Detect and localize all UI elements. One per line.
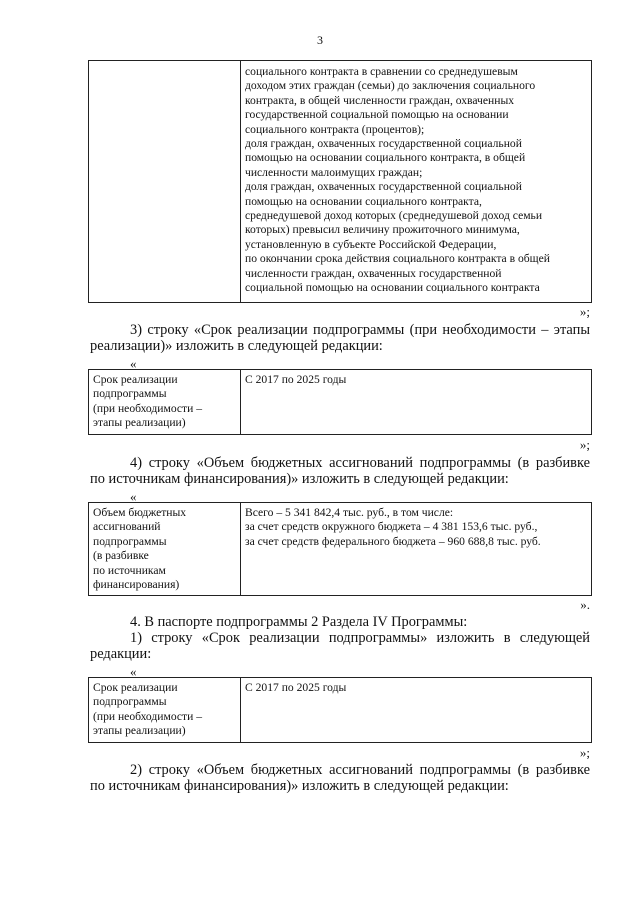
paragraph-line: по источникам финансирования)» изложить в следующей редакции: bbox=[90, 778, 509, 794]
term-value: С 2017 по 2025 годы bbox=[245, 373, 347, 386]
paragraph-line: редакции: bbox=[90, 646, 152, 662]
term-value: С 2017 по 2025 годы bbox=[245, 681, 347, 694]
open-quote: « bbox=[130, 489, 137, 504]
item4-paragraph bbox=[90, 455, 590, 487]
continuation-label-cell bbox=[89, 61, 241, 303]
term-label-cell bbox=[89, 370, 241, 435]
budget-table bbox=[88, 502, 592, 596]
term-label-cell bbox=[89, 678, 241, 743]
open-quote: « bbox=[130, 664, 137, 679]
paragraph-line: 2) строку «Объем бюджетных ассигнований подпрограммы (в разбивке bbox=[130, 762, 590, 778]
open-quote: « bbox=[130, 356, 137, 371]
label-line: финансирования) bbox=[93, 578, 180, 592]
section-heading: 4. В паспорте подпрограммы 2 Раздела IV Программы: bbox=[130, 614, 468, 630]
text-line: численности малоимущих граждан; bbox=[245, 165, 423, 179]
label-line: Срок реализации bbox=[93, 681, 178, 694]
budget-label-cell bbox=[89, 503, 241, 596]
label-line: (при необходимости – bbox=[93, 709, 203, 723]
text-line: численности граждан, охваченных государственной bbox=[245, 266, 502, 280]
text-line: среднедушевой доход которых (среднедушевой доход семьи bbox=[245, 209, 543, 223]
text-line: доходом этих граждан (семьи) до заключения социального bbox=[245, 79, 536, 93]
item3-paragraph bbox=[90, 322, 590, 354]
term-table-2 bbox=[88, 677, 592, 743]
budget-line: за счет средств окружного бюджета – 4 381 153,6 тыс. руб., bbox=[245, 520, 538, 534]
text-line: помощью на основании социального контракта, в общей bbox=[245, 151, 526, 165]
continuation-value-cell bbox=[241, 61, 592, 303]
text-line: социального контракта в сравнении со среднедушевым bbox=[245, 65, 518, 78]
text-line: установленную в субъекте Российской Федерации, bbox=[245, 237, 497, 251]
budget-value-cell bbox=[241, 503, 592, 596]
text-line: по окончании срока действия социального контракта в общей bbox=[245, 252, 550, 266]
label-line: подпрограммы bbox=[93, 534, 167, 548]
budget-line: за счет средств федерального бюджета – 960 688,8 тыс. руб. bbox=[245, 534, 541, 548]
label-line: Объем бюджетных bbox=[93, 506, 187, 519]
paragraph-line: реализации)» изложить в следующей редакции: bbox=[90, 338, 383, 354]
continuation-table bbox=[88, 60, 592, 303]
label-line: ассигнований bbox=[93, 520, 161, 534]
text-line: государственной социальной помощью на основании bbox=[245, 108, 509, 122]
text-line: доля граждан, охваченных государственной социальной bbox=[245, 137, 522, 151]
paragraph-line: по источникам финансирования)» изложить в следующей редакции: bbox=[90, 471, 509, 487]
text-line: социального контракта (процентов); bbox=[245, 122, 425, 136]
paragraph-line: 3) строку «Срок реализации подпрограммы (при необходимости – этапы bbox=[130, 322, 590, 338]
label-line: этапы реализации) bbox=[93, 724, 186, 738]
label-line: подпрограммы bbox=[93, 387, 167, 401]
close-quote: »; bbox=[579, 745, 590, 760]
text-line: которых) превысил величину прожиточного минимума, bbox=[245, 223, 520, 237]
budget-line: Всего – 5 341 842,4 тыс. руб., в том числе: bbox=[245, 506, 454, 519]
term-value-cell bbox=[241, 678, 592, 743]
text-line: доля граждан, охваченных государственной социальной bbox=[245, 180, 522, 194]
label-line: Срок реализации bbox=[93, 373, 178, 386]
label-line: этапы реализации) bbox=[93, 416, 186, 430]
term-value-cell bbox=[241, 370, 592, 435]
paragraph-line: 1) строку «Срок реализации подпрограммы» изложить в следующей bbox=[130, 630, 590, 646]
label-line: (при необходимости – bbox=[93, 401, 203, 415]
page-number: 3 bbox=[317, 33, 323, 47]
text-line: помощью на основании социального контракта, bbox=[245, 194, 482, 208]
term-table bbox=[88, 369, 592, 435]
section4-heading bbox=[90, 614, 590, 630]
close-quote: »; bbox=[579, 304, 590, 319]
section4-item2-paragraph bbox=[90, 762, 590, 794]
paragraph-line: 4) строку «Объем бюджетных ассигнований подпрограммы (в разбивке bbox=[130, 455, 590, 471]
close-quote: »; bbox=[579, 437, 590, 452]
label-line: по источникам bbox=[93, 563, 166, 577]
text-line: контракта, в общей численности граждан, охваченных bbox=[245, 93, 515, 107]
close-quote: ». bbox=[580, 597, 590, 612]
section4-item1-paragraph bbox=[90, 630, 590, 662]
label-line: (в разбивке bbox=[93, 549, 149, 563]
label-line: подпрограммы bbox=[93, 695, 167, 709]
text-line: социальной помощью на основании социального контракта bbox=[245, 281, 540, 295]
